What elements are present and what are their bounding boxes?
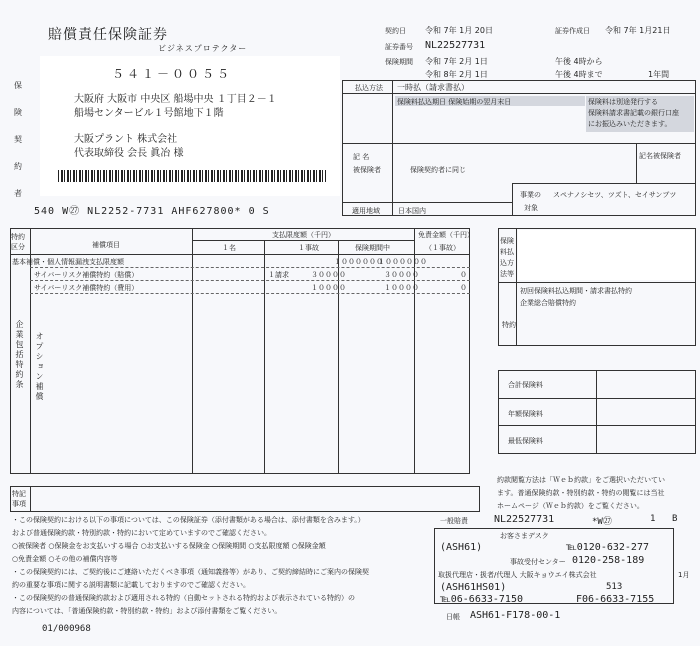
rule: [30, 267, 470, 268]
payment-method-label: 払込方法: [355, 84, 383, 92]
company-name: 大阪プラント 株式会社: [74, 134, 178, 145]
business-label-2: 対象: [524, 204, 538, 212]
agent-code: 513: [606, 582, 623, 592]
certificate-title: 賠償責任保険証券: [48, 27, 168, 43]
item-header: 補償項目: [92, 241, 120, 249]
accident-center-label: 事故受付センター: [510, 558, 566, 566]
rule: [264, 240, 265, 474]
rule: [512, 183, 513, 216]
rule: [192, 228, 193, 474]
side-label-3: 契: [14, 135, 22, 144]
area-value: 日本国内: [398, 207, 426, 215]
coverage-per-accident: １００００００: [334, 258, 383, 266]
insured-label-2: 被保険者: [353, 166, 381, 174]
policy-type: 一般賠責: [440, 517, 468, 525]
business-label-1: 事業の: [520, 191, 541, 199]
insured-name: 保険契約者に同じ: [410, 166, 466, 174]
rule: [342, 93, 696, 94]
blank-panel: [518, 230, 694, 280]
agent-code-a: *W㉗: [592, 517, 612, 527]
payment-note-1: 保険料は別途発行する: [588, 98, 658, 106]
side-label-5: 者: [14, 189, 22, 198]
rule: [498, 425, 696, 426]
total-premium-label: 合計保険料: [508, 381, 543, 389]
agent-policy-number: NL22527731: [494, 514, 555, 525]
ledger-code: ASH61-F178-00-1: [470, 610, 561, 621]
period-from-time: 午後 4時から: [555, 57, 603, 66]
coverage-deductible: ０: [460, 284, 467, 292]
limit-header: 支払限度額（千円）: [272, 231, 335, 239]
coverage-item: 基本補償・個人情報漏洩支払限度額: [12, 258, 124, 266]
area-label: 適用地域: [352, 207, 380, 215]
notice-line: ・この保険契約には、ご契約後にご連絡いただくべき事項（通知義務等）があり、ご契約締結時にご案内の保険契: [12, 568, 369, 576]
policy-number-label: 証券番号: [385, 43, 413, 51]
representative-name: 代表取締役 会長 眞冶 様: [74, 148, 184, 159]
notice-line: および普通保険約款・特別約款・特約において定めていますのでご確認ください。: [12, 529, 271, 537]
coverage-per-accident: ３００００: [311, 271, 346, 279]
footer-code: 01/000968: [42, 624, 91, 634]
per-accident-header: １事故: [298, 244, 319, 252]
side-label-4: 約: [14, 162, 22, 171]
rule: [192, 240, 414, 241]
coverage-per-period: ３００００: [384, 271, 419, 279]
special-term-1: 初回保険料払込期間・請求書払特約: [520, 287, 632, 295]
web-terms-line: ホームページ（Ｗｅｂ約款）をご覧ください。: [497, 502, 644, 510]
notice-line: 約の重要な事項に関する説明書類に記載しておりますのでご確認ください。: [12, 581, 250, 589]
desk-code: (ASH61): [440, 542, 483, 553]
agency-fax: F06-6633-7155: [576, 594, 655, 605]
notice-line: ・この保険契約における以下の事項については、この保険証券（添付書類がある場合は、添付書類を含みます。）: [12, 516, 365, 524]
special-notes-box: [10, 486, 480, 512]
issue-date: 令和 7年 1月21日: [605, 26, 671, 35]
insured-label-1: 記 名: [353, 153, 370, 161]
rule: [498, 398, 696, 399]
coverage-per-accident: １００００: [311, 284, 346, 292]
per-person-header: １名: [222, 244, 236, 252]
rule: [636, 143, 637, 183]
period-years: 1年間: [648, 70, 670, 79]
special-terms-label: 保険料払込方法等: [500, 237, 514, 278]
period-label: 保険期間: [385, 58, 413, 66]
rule: [498, 282, 696, 283]
policy-number: NL22527731: [425, 40, 486, 51]
period-to-time: 午後 4時まで: [555, 70, 603, 79]
rule: [596, 370, 597, 454]
coverage-per-period: １００００００: [378, 258, 427, 266]
accident-center-phone: 0120-258-189: [572, 555, 645, 566]
special-term-2: 企業総合賠償特約: [520, 299, 576, 307]
coverage-per-person: １請求: [268, 271, 289, 279]
rider-label-2: 区分: [11, 243, 25, 251]
side-label-2: 険: [14, 108, 22, 117]
agency-phone: ℡06-6633-7150: [440, 594, 523, 605]
period-to: 令和 8年 2月 1日: [425, 70, 488, 79]
deductible-sub-header: （１事故）: [425, 244, 460, 252]
ledger-label: 日帳: [446, 613, 460, 621]
notice-line: ○免責金額 ○その他の補償内容等: [12, 555, 118, 563]
customer-desk-phone: ℡0120-632-277: [566, 542, 649, 553]
notices: [12, 514, 369, 618]
agency-code: (ASH61HS01): [440, 582, 507, 593]
product-name: ビジネスプロテクター: [158, 44, 248, 53]
rider-vertical-label: 企業包括特約条: [15, 320, 24, 390]
postal-barcode: [58, 170, 326, 182]
special-insured-label: 記名被保険者: [639, 152, 681, 160]
rider-side-label: 特約: [502, 321, 516, 329]
policyholder-side-labels: [14, 72, 24, 207]
annual-premium-label: 年額保険料: [508, 410, 543, 418]
rule: [342, 202, 512, 203]
option-vertical-label: オプション補償: [35, 332, 44, 402]
agency-name: 取扱代理店・扱者/代理人 大阪キョウエイ株式会社: [438, 571, 597, 579]
postal-code: ５４１－００５５: [112, 67, 233, 81]
contract-date-label: 契約日: [385, 27, 406, 35]
rule: [30, 486, 31, 512]
payment-method: 一時払（請求書払）: [397, 83, 469, 92]
rule: [342, 143, 696, 144]
side-label-1: 保: [14, 81, 22, 90]
period-from: 令和 7年 2月 1日: [425, 57, 488, 66]
rule: [392, 80, 393, 216]
rule: [512, 183, 696, 184]
rule: [10, 254, 470, 255]
rule: [30, 280, 470, 281]
notice-line: ○被保険者 ○保険金をお支払いする場合 ○お支払いする保険金 ○保険期間 ○支払限度額 ○保険金額: [12, 542, 326, 550]
customer-desk-label: お客さまデスク: [500, 532, 549, 540]
business-scope: スペナノシセツ、ツズト、セイサンブツ: [553, 191, 677, 199]
payment-due-date: 保険料払込期日 保険始期の翌月末日: [397, 98, 512, 106]
coverage-per-period: １００００: [384, 284, 419, 292]
web-terms-line: ます。普通保険約款・特別約款・特約の閲覧には当社: [497, 489, 665, 497]
agent-month: 1月: [678, 571, 690, 579]
rule: [30, 293, 470, 294]
agent-code-b: 1: [650, 514, 656, 524]
payment-note-2: 保険料請求書記載の銀行口座: [588, 109, 679, 117]
web-terms-line: 約款閲覧方法は「Ｗｅｂ約款」をご選択いただいてい: [497, 476, 665, 484]
minimum-premium-label: 最低保険料: [508, 437, 543, 445]
notice-line: 内容については、「普通保険約款・特別約款・特約」および添付書類をご覧ください。: [12, 607, 282, 615]
issue-date-label: 証券作成日: [555, 27, 590, 35]
rule: [516, 228, 517, 346]
coverage-deductible: ０: [460, 271, 467, 279]
notice-line: ・この保険契約の普通保険約款および適用される特約（自動セットされる特約および表示されている特約）の: [12, 594, 355, 602]
web-terms: [497, 474, 665, 513]
coverage-item: サイバーリスク補償特約（費用）: [34, 284, 139, 292]
rider-label-1: 特約: [11, 233, 25, 241]
coverage-item: サイバーリスク補償特約（賠償）: [34, 271, 139, 279]
payment-note-3: にお振込みいただきます。: [588, 120, 672, 128]
deductible-header: 免責金額（千円）: [418, 231, 474, 239]
contract-date: 令和 7年 1月 20日: [425, 26, 493, 35]
reference-line: 540 W㉗ NL2252-7731 AHF627800* 0 S: [34, 206, 270, 217]
agent-code-c: B: [672, 514, 678, 524]
per-period-header: 保険期間中: [355, 244, 390, 252]
special-notes-label: 特記事項: [12, 490, 26, 508]
address-line-1: 大阪府 大阪市 中央区 船場中央 １丁目２－１: [74, 94, 277, 105]
address-line-2: 船場センタービル１号館地下１階: [74, 108, 224, 119]
